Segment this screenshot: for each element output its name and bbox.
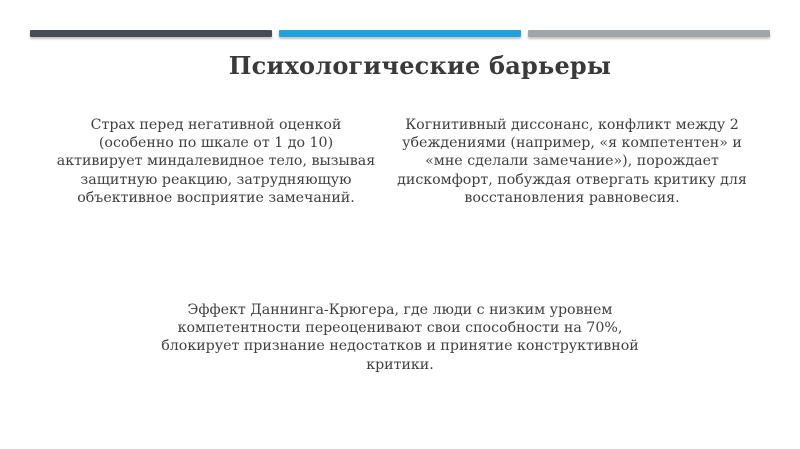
cognitive-dissonance-text: Когнитивный диссонанс, конфликт между 2 убеждениями (например, «я компетентен» и «мне сделали замечание»), порождает дискомфорт, побуждая отвергать критику для восстановления равновесия. [397,117,747,206]
dunning-kruger-text: Эффект Даннинга-Крюгера, где люди с низким уровнем компетентности переоценивают свои способности на 70%, блокирует признание недостатков и принятие конструктивной критики. [161,302,639,373]
top-accent-bar-gray [528,30,770,37]
top-accent-bar-dark [30,30,272,37]
fear-of-evaluation-text: Страх перед негативной оценкой (особенно по шкале от 1 до 10) активирует миндалевидное тело, вызывая защитную реакцию, затрудняющую объективное восприятие замечаний. [56,117,376,206]
slide-title: Психологические барьеры [228,51,612,80]
top-accent-bar-blue [279,30,521,37]
